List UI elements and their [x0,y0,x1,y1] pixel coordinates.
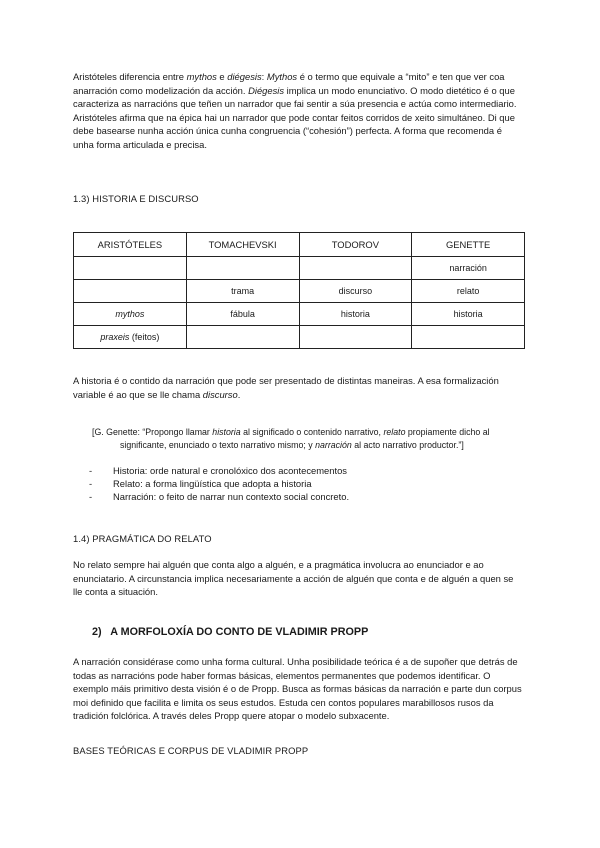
intro-paragraph-2: Aristóteles afirma que na épica hai un narrador que pode contar feitos corridos de xeito simultáneo. Di que debe basearse nunha acción única cunha congruencia (“cohesión”) perfecta. A forma que recomenda é unha forma articulada e precisa. [73,111,515,150]
table-header-cell: ARISTÓTELES [74,233,187,257]
table-cell: relato [412,280,525,303]
text-run: . [237,388,241,400]
term-mythos: mythos [186,71,217,82]
intro-paragraphs [73,70,523,152]
table-cell [74,280,187,303]
text-run: Aristóteles diferencia entre [73,71,187,82]
propp-paragraph [73,655,523,723]
term-praxeis: praxeis [100,332,130,342]
text-run: [G. Genette: “Propongo llamar [92,427,213,437]
pragmatica-paragraph [73,558,523,599]
table-row [74,303,525,326]
list-item [73,477,523,490]
table-cell [74,257,187,280]
table-cell: fábula [186,303,299,326]
term-narracion: narración [315,439,352,450]
term-historia: historia [212,427,241,437]
term-mythos: Mythos [266,71,298,82]
text-run: al significado o contenido narrativo, [240,427,384,437]
table-cell: trama [186,280,299,303]
term-diegesis: Diégesis [248,84,285,96]
table-header-cell: TOMACHEVSKI [186,233,299,257]
text-run: é o termo que equivale a “mito” e ten que ver coa anarración como modelización da acción. [73,71,505,96]
list-item [73,464,523,477]
text-run: A historia é o contido da narración que pode ser presentado de distintas maneiras. A esa formalización variable é ao que se lle chama [73,375,499,400]
dash-marker: - [89,465,93,476]
paragraph-text [73,374,523,401]
table-row [74,257,525,280]
section-heading-propp: 2) A MORFOLOXÍA DO CONTO DE VLADIMIR PROPP [92,626,369,638]
term-discurso: discurso [202,388,238,400]
table-cell [299,257,412,280]
term-mythos: mythos [115,309,145,319]
text-run: significante, enunciado o texto narrativo mismo; y [120,439,316,450]
table-cell [412,326,525,349]
paragraph-text: A narración considérase como unha forma cultural. Unha posibilidade teórica é a de supoñer que detrás de todas as narracións pode haber formas básicas, elementos permanentes que podemos identificar. O exemplo máis primitivo desta visión é o de Propp. Busca as formas básicas da narración e parte dun corpus moi definido que facilita e limita os seus estudos. Estuda cen contos populares marabillosos rusos da tradición folclórica. A través deles Propp quere atopar o modelo subxacente. [73,656,522,722]
term-diegesis: diégesis [227,71,262,82]
text-run: : [261,71,267,82]
list-item-text: Narración: o feito de narrar nun contexto social concreto. [113,491,350,503]
intro-paragraph-1 [73,70,523,111]
genette-quote [92,426,522,451]
text-run: e [216,71,228,82]
text-run: (feitos) [129,332,160,342]
table-row [74,326,525,349]
table-cell [299,326,412,349]
table-cell: historia [299,303,412,326]
table-cell: historia [412,303,525,326]
dash-marker: - [89,491,93,503]
table-header-row [74,233,525,257]
table-row [74,280,525,303]
table-cell [186,326,299,349]
list-item-text: Relato: a forma lingüística que adopta a historia [113,478,312,490]
definitions-list [73,464,523,504]
table-cell [74,303,187,326]
list-item [73,490,523,503]
section-heading-historia-discurso: 1.3) HISTORIA E DISCURSO [73,193,199,204]
historia-paragraph [73,374,523,401]
table-cell [186,257,299,280]
table-header-cell: GENETTE [412,233,525,257]
table-cell: discurso [299,280,412,303]
text-run: al acto narrativo productor.”] [351,439,464,450]
term-relato: relato [383,427,406,437]
dash-marker: - [89,478,93,490]
text-run: propiamente dicho al [405,427,490,437]
table-cell [74,326,187,349]
section-heading-bases: BASES TEÓRICAS E CORPUS DE VLADIMIR PROPP [73,745,309,756]
table-header-cell: TODOROV [299,233,412,257]
terminology-table [73,232,525,349]
text-run: implica un modo enunciativo. O modo dietético é o que caracteriza as narracións que teñen un narrador que fai sentir a súa presencia e actúa como intermediario. [73,84,517,110]
paragraph-text: No relato sempre hai alguén que conta algo a alguén, e a pragmática involucra ao enunciador e ao enunciatario. A circunstancia implica necesariamente a acción de alguén que conta e de alguén a quen se lle conta a situación. [73,559,514,598]
table-cell: narración [412,257,525,280]
quote-line-2 [92,439,522,452]
section-heading-pragmatica: 1.4) PRAGMÁTICA DO RELATO [73,533,212,544]
list-item-text: Historia: orde natural e cronolóxico dos acontecementos [113,465,347,476]
